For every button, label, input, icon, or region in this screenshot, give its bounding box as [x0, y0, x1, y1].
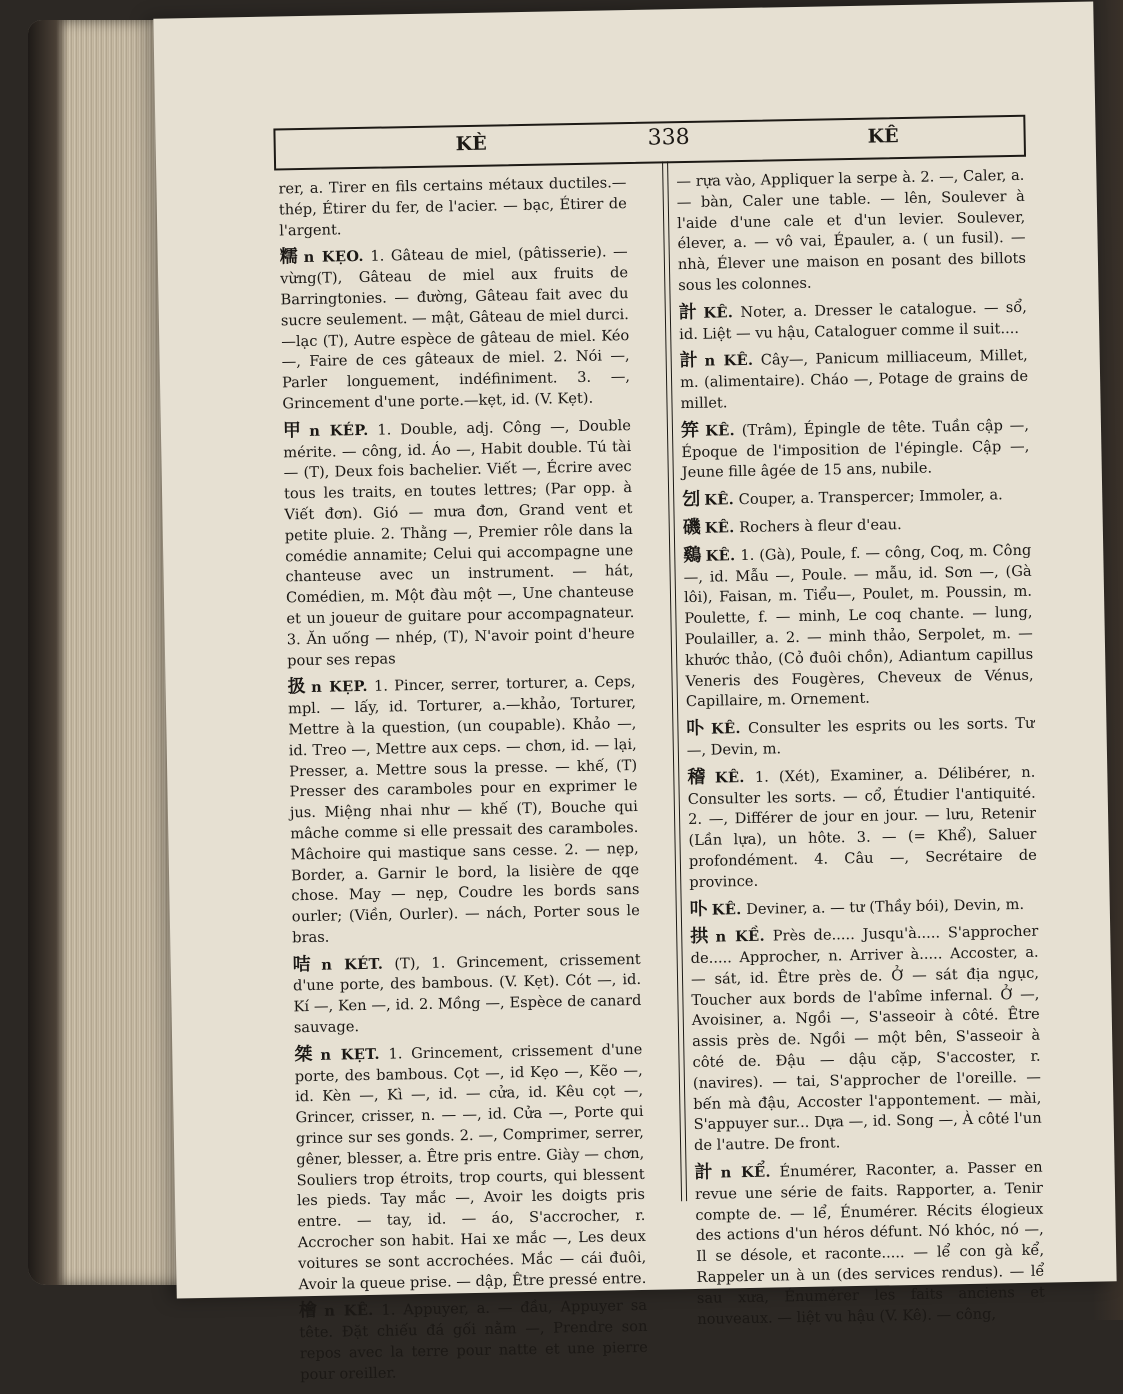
entry-character: 檜 — [298, 1300, 321, 1322]
entry — [283, 415, 636, 672]
entry-character: 拱 — [690, 925, 712, 948]
entry-headword: KÊ. — [704, 491, 735, 509]
entry-headword: n KỂ. — [720, 1163, 771, 1182]
entry-text: Près de..... Jusqu'à..... S'approcher de..... Approcher, n. Arriver à..... Accoster, a. — sát, id. Être près de. Ở — sát địa ngục, Toucher aux bords de l'abîme infernal. Ở —, Avoisiner, a. Ngồi —, S'asseoir à côté. Être assis près de. Ngồi — một bên, S'asseoir à côté de. Đậu — dậu cặp, S'accoster, r. (navires). — tai, S'approcher de l'oreille. — bến mà đậu, Accoster l'appontement. — mài, S'appuyer sur... Dựa —, id. Song —, À côté l'un de l'autre. De front. — [690, 922, 1042, 1155]
entry-text: Rochers à fleur d'eau. — [739, 516, 902, 537]
entry-headword: n KẸP. — [311, 678, 368, 697]
entry-text: Énumérer, Raconter, a. Passer en revue une série de faits. Rapporter, a. Tenir compte de. — lể, Énumérer. Récits élogieux des actions d'un héros défunt. Nó khóc, nó —, Il se désole, et raconte..... — lể con gà kể, Rappeler un à un (des services rendus). — lể sau xưa, Énumérer les faits anciens et nouveaux. — liệt vu hậu (V. Kê). — công, — [694, 1158, 1045, 1328]
entry-headword: KÊ. — [705, 546, 736, 565]
entry-character: 桀 — [294, 1043, 317, 1066]
entry-headword: n KÊ. — [704, 352, 754, 371]
entry-headword: n KÉP. — [309, 421, 369, 440]
entry-text: (T), 1. Grincement, crissement d'une porte, des bambous. (V. Kẹt). Cót —, id. Kí —, Ken —, id. 2. Mồng —, Espèce de canard sauvage. — [292, 950, 642, 1037]
entry-character: 刉 — [682, 488, 701, 511]
entry-headword: n KẸO. — [303, 248, 365, 267]
entry-text: rer, a. Tirer en fils certains métaux ductiles.—thép, Étirer du fer, de l'acier. — bạc, Étirer de l'argent. — [278, 174, 627, 240]
entry-character: 扱 — [287, 676, 308, 698]
entry — [278, 173, 627, 242]
entry-headword: KÊ. — [714, 768, 745, 787]
entry-text: (Trâm), Épingle de tête. Tuần cập —, Époque de l'imposition de l'épingle. Cập —, Jeune fille âgée de 15 ans, nubile. — [681, 416, 1030, 482]
entry — [681, 415, 1030, 485]
entry-character: 笄 — [680, 419, 702, 441]
entry-headword: n KÊ. — [324, 1302, 374, 1321]
entry-text: Couper, a. Transpercer; Immoler, a. — [738, 486, 1003, 509]
entry-character: 卟 — [686, 717, 708, 740]
entry-text: Noter, a. Dresser le catalogue. — sổ, id. Liệt — vu hậu, Cataloguer comme il suit.... — [679, 298, 1027, 343]
entry-character: 磯 — [682, 516, 701, 539]
entry — [676, 166, 1026, 297]
header-right-word: KÊ — [867, 125, 899, 148]
entry — [683, 539, 1034, 713]
entry-headword: KÊ. — [711, 900, 742, 919]
entry-text: 1. Double, adj. Công —, Double mérite. — công, id. Áo —, Habit double. Tú tài — (T), Deux fois bachelier. Viết —, Écrire avec tous les traits, en toutes lettres; (Par opp. à Viết đơn). Gió — mưa đơn, Grand vent et petite pluie. 2. Thằng —, Premier rôle dans la comédie annamite; Celui qui accompagne une chanteuse avec un instrument. — hát, Comédien, m. Một đàu một —, Une chanteuse et un joueur de guitare pour accompagnateur. 3. Ăn uống — nhép, (T), N'avoir point d'heure pour ses repas — [283, 416, 635, 669]
page-header — [273, 115, 1026, 171]
entry-character: 計 — [694, 1161, 717, 1184]
entry-character: 計 — [678, 301, 700, 323]
entry-text: Consulter les esprits ou les sorts. Tư —, Devin, m. — [686, 714, 1035, 759]
entry-text: 1. Grincement, crissement d'une porte, des bambous. Cọt —, id Kẹo —, Kẽo —, id. Kèn —, Kì —, id. — cửa, id. Kêu cọt —, Grincer, crisser, n. — —, id. Cửa —, Porte qui grince sur ses gonds. 2. —, Comprimer, serrer, gêner, blesser, a. Être pris entre. Giày — chơn, Souliers trop étroits, trop courts, qui blessent les pieds. Tay mắc —, Avoir les doigts pris entre. — tay, id. — áo, S'accrocher, r. Accrocher son habit. Hai xe mắc —, Les deux voitures se sont accrochées. Mắc — cái đuôi, Avoir la queue prise. — dập, Être pressé entre. — [294, 1040, 647, 1293]
entry — [690, 893, 1038, 921]
right-column — [676, 166, 1045, 1337]
entry-character: 咭 — [292, 953, 318, 976]
entry — [293, 949, 642, 1040]
entry — [694, 1157, 1045, 1331]
header-left-word: KÈ — [455, 132, 487, 156]
entry-headword: KÊ. — [704, 421, 736, 440]
entry — [682, 484, 1030, 512]
entry-headword: n KẸT. — [320, 1045, 381, 1064]
entry-headword: n KÉT. — [321, 955, 384, 974]
entry — [294, 1039, 647, 1296]
entry-text: 1. Pincer, serrer, torturer, a. Ceps, mpl. — lấy, id. Torturer, a.—khảo, Torturer, Mettre à la question, (un coupable). Khảo —, id. Treo —, Mettre aux ceps. — chơn, id. — lại, Presser, a. Mettre sous la presse. — khế, (T) Presser des caramboles pour en exprimer le jus. Miệng nhai như — khế (T), Bouche qui mâche comme si elle pressait des caramboles. Mâchoire qui mastique sans cesse. 2. — nẹp, Border, a. Garnir le bord, la lisière de qqe chose. May — nẹp, Coudre les bords sans ourler; (Viền, Ourler). — nách, Porter sous le bras. — [287, 673, 640, 947]
entry-headword: KÊ. — [703, 303, 734, 322]
entry-character: 鷄 — [683, 544, 702, 566]
entry — [679, 297, 1028, 346]
entry — [687, 761, 1037, 893]
entry-character: 稽 — [687, 766, 712, 788]
entry-character: 卟 — [689, 898, 708, 920]
entry-text: 1. (Gà), Poule, f. — công, Coq, m. Công —, id. Mẫu —, Poule. — mẫu, id. Sơn —, (Gà lôi), Faisan, m. Tiểu—, Poulet, m. Poussin, m. Poulette, f. — minh, Le coq chante. — lung, Poulailler, a. 2. — minh thảo, Serpolet, m. — khước thảo, (Cỏ đuôi chồn), Adiantum capillus Veneris des Fougères, Cheveux de Vénus, Capillaire, m. Ornement. — [683, 541, 1034, 711]
entry-headword: KÊ. — [710, 720, 742, 738]
entry — [299, 1295, 648, 1386]
entry — [680, 345, 1029, 415]
entry-text: 1. (Xét), Examiner, a. Délibérer, n. Consulter les sorts. — cổ, Étudier l'antiquité. 2. —, Différer de jour en jour. — lưu, Retenir (Lần lựa), un hôte. 3. — (= Khể), Saluer profondément. 4. Câu —, Secrétaire de province. — [687, 763, 1037, 891]
left-column — [278, 173, 648, 1392]
entry-character: 計 — [679, 350, 701, 372]
entry-headword: n KỀ. — [715, 927, 766, 946]
entry-character: 糯 — [279, 246, 300, 268]
entry-text: Cây—, Panicum milliaceum, Millet, m. (alimentaire). Cháo —, Potage de grains de millet. — [679, 347, 1029, 413]
entry-text: — rựa vào, Appliquer la serpe à. 2. —, Caler, a. — bàn, Caler une table. — lên, Soulever à l'aide d'une cale et d'un levier. Soulever, élever, a. — vô vai, Épauler, a. ( un fusil). — nhà, Élever une maison en posant des billots sous les colonnes. — [676, 166, 1027, 295]
entry — [686, 713, 1035, 762]
entry — [287, 671, 640, 949]
dictionary-page — [153, 1, 1116, 1384]
entry-text: 1. Appuyer, a. — đầu, Appuyer sa tête. Đặt chiếu đá gối nằm —, Prendre son repos avec la terre pour natte et une pierre pour oreiller. — [299, 1297, 648, 1384]
entry-text: 1. Gâteau de miel, (pâtisserie). — vừng(T), Gâteau de miel aux fruits de Barringtonies. — đường, Gâteau fait avec du sucre seulement. — mật, Gâteau de miel durci.—lạc (T), Autre espèce de gâteau de miel. Kéo —, Faire de ces gâteaux de miel. 2. Nói —, Parler longuement, indéfiniment. 3. —, Grincement d'une porte.—kẹt, id. (V. Kẹt). — [279, 243, 631, 413]
entry-headword: KÊ. — [704, 519, 735, 537]
entry — [683, 512, 1031, 540]
entry — [690, 921, 1042, 1157]
page-number: 338 — [647, 124, 690, 151]
entry-text: Deviner, a. — tư (Thầy bói), Devin, m. — [746, 895, 1025, 918]
entry — [280, 241, 631, 415]
entry-character: 甲 — [282, 419, 306, 442]
